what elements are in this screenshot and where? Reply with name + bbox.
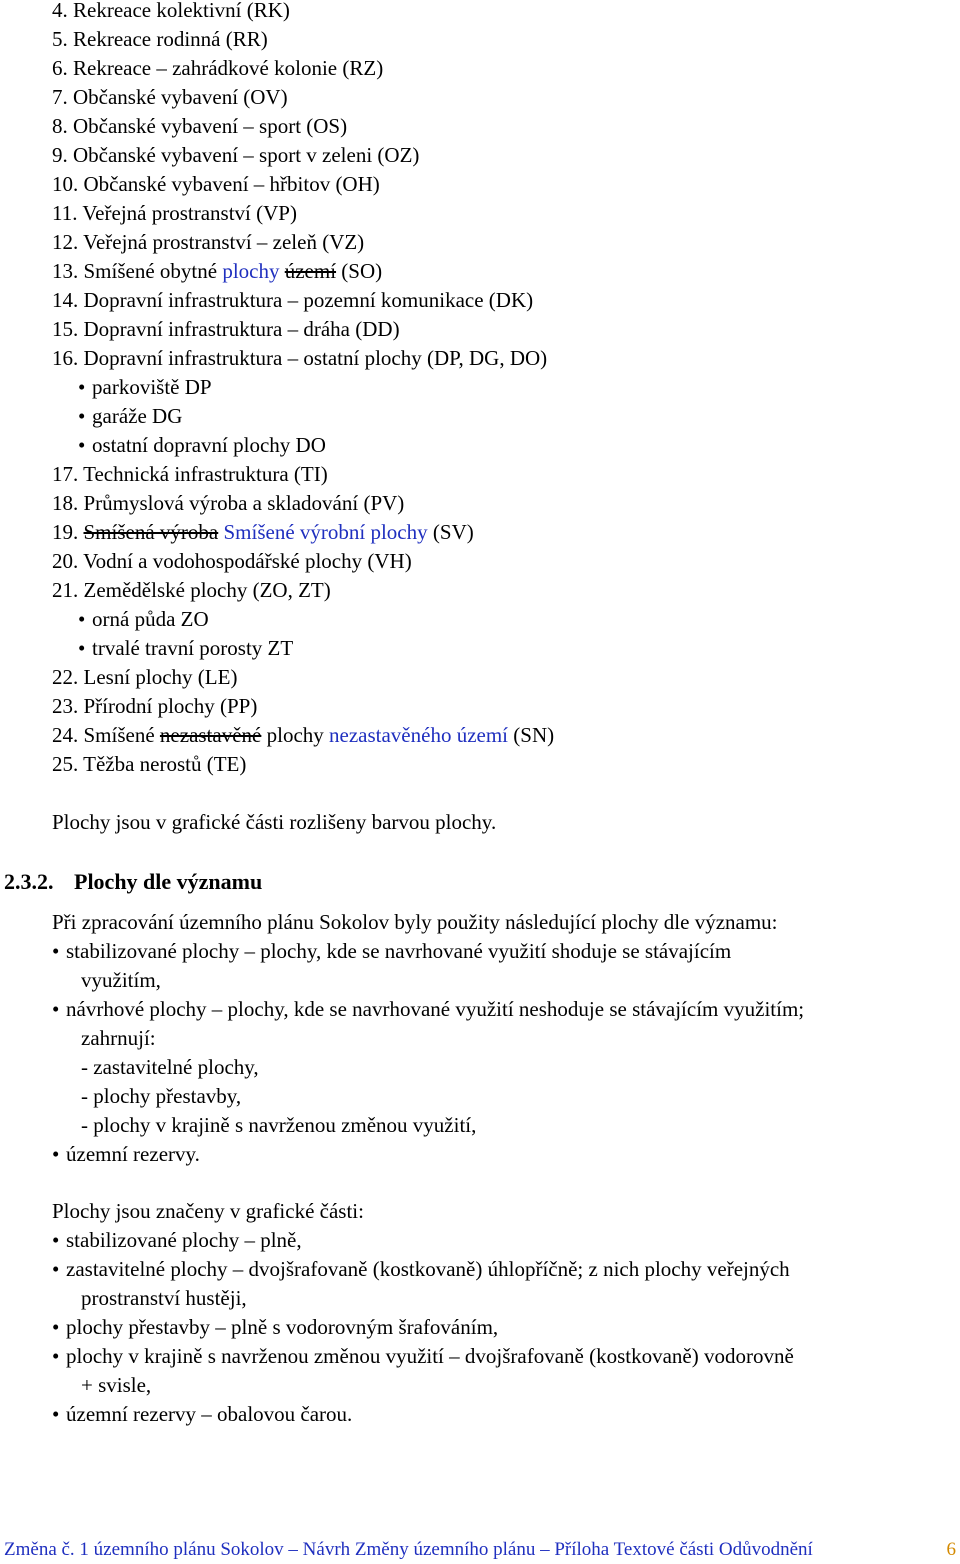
list-item-14: 14. Dopravní infrastruktura – pozemní komunikace (DK) (52, 288, 534, 312)
list-item-9: 9. Občanské vybavení – sport v zeleni (OZ) (52, 143, 420, 167)
section-title: Plochy dle významu (74, 869, 263, 894)
list-item-10: 10. Občanské vybavení – hřbitov (OH) (52, 172, 380, 196)
dash-item: - zastavitelné plochy, (81, 1055, 259, 1079)
sub-item-text: trvalé travní porosty ZT (92, 636, 294, 660)
sub-list-item (78, 373, 212, 401)
list-item-16: 16. Dopravní infrastruktura – ostatní plochy (DP, DG, DO) (52, 346, 548, 370)
bullet-text: plochy v krajině s navrženou změnou využití – dvojšrafovaně (kostkovaně) vodorovně (66, 1344, 794, 1368)
list-item-6: 6. Rekreace – zahrádkové kolonie (RZ) (52, 56, 384, 80)
page-number: 6 (946, 1539, 956, 1560)
item-text: 13. Smíšené obytné (52, 259, 223, 283)
sub-list-item (78, 431, 326, 459)
footer-text: Změna č. 1 územního plánu Sokolov – Návrh Změny územního plánu – Příloha Textové části Odůvodnění (4, 1539, 813, 1560)
bullet-continuation: + svisle, (81, 1373, 152, 1397)
bullet-item (52, 1140, 200, 1168)
item-text: plochy (261, 723, 330, 747)
inserted-text: nezastavěného území (329, 723, 509, 747)
item-text: 19. (52, 520, 84, 544)
deleted-text: nezastavěné (159, 723, 262, 747)
bullet-icon: • (52, 1344, 60, 1368)
list-item-21: 21. Zemědělské plochy (ZO, ZT) (52, 578, 331, 602)
item-text: (SN) (508, 723, 555, 747)
list-item-23: 23. Přírodní plochy (PP) (52, 694, 258, 718)
bullet-continuation: zahrnují: (81, 1026, 156, 1050)
bullet-icon: • (52, 1142, 60, 1166)
sub-list-item (78, 634, 293, 662)
list-item-4: 4. Rekreace kolektivní (RK) (52, 0, 290, 22)
bullet-icon: • (52, 1228, 60, 1252)
bullet-icon: • (52, 1315, 60, 1339)
bullet-icon: • (78, 607, 86, 631)
bullet-icon: • (78, 433, 86, 457)
page-footer (4, 1538, 956, 1562)
item-text: 24. Smíšené (52, 723, 160, 747)
list-item-8: 8. Občanské vybavení – sport (OS) (52, 114, 348, 138)
sub-item-text: parkoviště DP (92, 375, 212, 399)
list-item-19 (52, 518, 474, 546)
paragraph-intro: Při zpracování územního plánu Sokolov byly použity následující plochy dle významu: (52, 910, 778, 934)
bullet-item (52, 1342, 794, 1370)
list-item-7: 7. Občanské vybavení (OV) (52, 85, 288, 109)
deleted-text: území (284, 259, 337, 283)
section-heading (4, 868, 262, 896)
bullet-text: územní rezervy – obalovou čarou. (66, 1402, 353, 1426)
paragraph-marking: Plochy jsou značeny v grafické části: (52, 1199, 364, 1223)
dash-item: - plochy v krajině s navrženou změnou využití, (81, 1113, 477, 1137)
deleted-text: Smíšená výroba (83, 520, 219, 544)
inserted-text: plochy (222, 259, 280, 283)
list-item-24 (52, 721, 554, 749)
sub-item-text: garáže DG (92, 404, 183, 428)
bullet-item (52, 937, 731, 965)
list-item-25: 25. Těžba nerostů (TE) (52, 752, 247, 776)
sub-item-text: orná půda ZO (92, 607, 209, 631)
bullet-item (52, 1313, 498, 1341)
bullet-icon: • (52, 1402, 60, 1426)
bullet-item (52, 995, 804, 1023)
bullet-text: plochy přestavby – plně s vodorovným šrafováním, (66, 1315, 499, 1339)
list-item-11: 11. Veřejná prostranství (VP) (52, 201, 297, 225)
sub-list-item (78, 402, 182, 430)
bullet-item (52, 1226, 302, 1254)
bullet-text: územní rezervy. (66, 1142, 200, 1166)
inserted-text: Smíšené výrobní plochy (223, 520, 428, 544)
list-item-12: 12. Veřejná prostranství – zeleň (VZ) (52, 230, 365, 254)
bullet-continuation: využitím, (81, 968, 161, 992)
list-item-18: 18. Průmyslová výroba a skladování (PV) (52, 491, 405, 515)
item-text: (SO) (336, 259, 383, 283)
list-item-20: 20. Vodní a vodohospodářské plochy (VH) (52, 549, 412, 573)
bullet-text: návrhové plochy – plochy, kde se navrhované využití neshoduje se stávajícím využitím; (66, 997, 805, 1021)
list-item-22: 22. Lesní plochy (LE) (52, 665, 238, 689)
sub-item-text: ostatní dopravní plochy DO (92, 433, 326, 457)
list-item-15: 15. Dopravní infrastruktura – dráha (DD) (52, 317, 400, 341)
bullet-item (52, 1400, 352, 1428)
bullet-text: zastavitelné plochy – dvojšrafovaně (kostkovaně) úhlopříčně; z nich plochy veřejných (66, 1257, 790, 1281)
list-item-17: 17. Technická infrastruktura (TI) (52, 462, 328, 486)
list-item-5: 5. Rekreace rodinná (RR) (52, 27, 268, 51)
bullet-icon: • (52, 939, 60, 963)
bullet-text: stabilizované plochy – plně, (66, 1228, 302, 1252)
bullet-item (52, 1255, 790, 1283)
bullet-icon: • (52, 997, 60, 1021)
sub-list-item (78, 605, 209, 633)
bullet-icon: • (78, 375, 86, 399)
bullet-icon: • (52, 1257, 60, 1281)
item-text: (SV) (427, 520, 474, 544)
paragraph-coloring: Plochy jsou v grafické části rozlišeny barvou plochy. (52, 810, 497, 834)
dash-item: - plochy přestavby, (81, 1084, 242, 1108)
bullet-icon: • (78, 404, 86, 428)
bullet-continuation: prostranství hustěji, (81, 1286, 247, 1310)
list-item-13 (52, 257, 382, 285)
bullet-icon: • (78, 636, 86, 660)
bullet-text: stabilizované plochy – plochy, kde se navrhované využití shoduje se stávajícím (66, 939, 732, 963)
section-number: 2.3.2. (4, 869, 54, 894)
